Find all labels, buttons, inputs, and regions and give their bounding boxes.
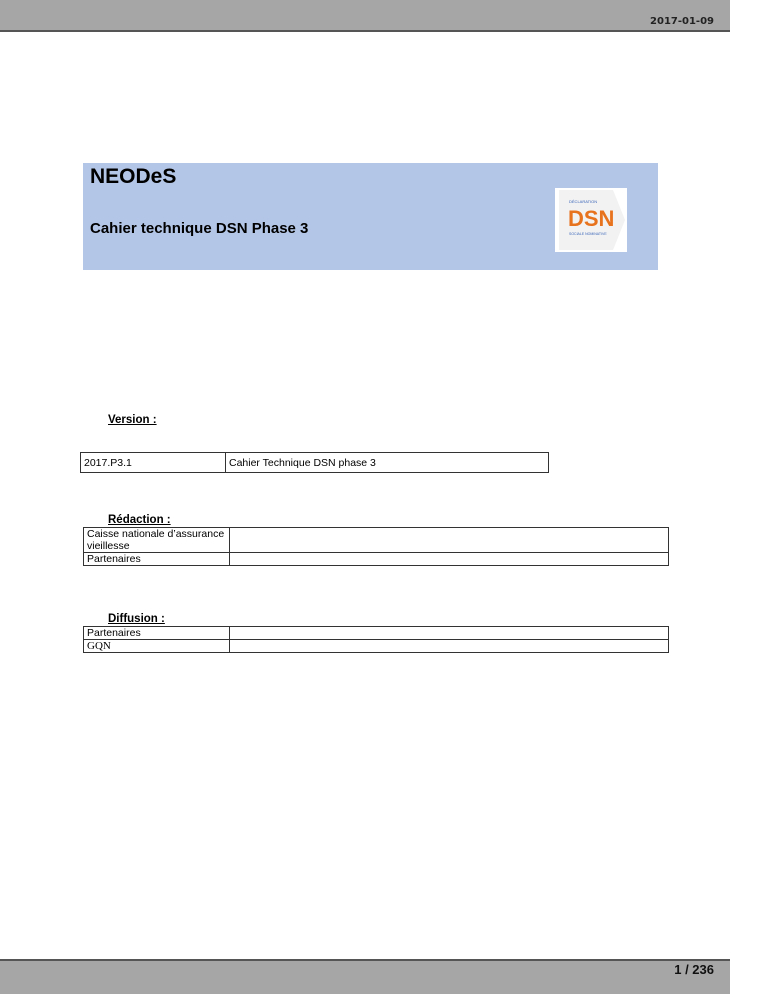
diffusion-name-cell: Partenaires (84, 627, 230, 640)
page-number: 1 / 236 (674, 962, 714, 977)
dsn-logo (555, 188, 627, 252)
table-row (84, 553, 669, 566)
logo-main-text: DSN (568, 206, 615, 231)
header-date: 2017-01-09 (650, 16, 714, 27)
version-cell: 2017.P3.1 (81, 453, 226, 473)
diffusion-name-cell: GQN (84, 640, 230, 653)
redaction-value-cell (230, 553, 669, 566)
header-rule (0, 30, 730, 32)
diffusion-label: Diffusion : (108, 613, 165, 625)
redaction-label: Rédaction : (108, 514, 171, 526)
redaction-value-cell (230, 528, 669, 553)
version-description-cell: Cahier Technique DSN phase 3 (226, 453, 549, 473)
logo-top-text: DÉCLARATION (569, 199, 598, 204)
table-row (84, 627, 669, 640)
table-row (81, 453, 549, 473)
version-label: Version : (108, 414, 157, 426)
table-row (84, 640, 669, 653)
redaction-name-cell: Partenaires (84, 553, 230, 566)
dsn-logo-image (555, 188, 627, 252)
diffusion-value-cell (230, 627, 669, 640)
logo-bottom-text: SOCIALE NOMINATIVE (569, 232, 607, 236)
header-bar (0, 0, 730, 30)
document-subtitle: Cahier technique DSN Phase 3 (90, 220, 309, 237)
redaction-name-cell: Caisse nationale d’assurance vieillesse (84, 528, 230, 553)
title-block (83, 163, 658, 270)
document-title: NEODeS (90, 165, 177, 188)
diffusion-table (83, 626, 669, 653)
redaction-table (83, 527, 669, 566)
table-row (84, 528, 669, 553)
diffusion-value-cell (230, 640, 669, 653)
footer-bar (0, 961, 730, 994)
version-table (80, 452, 549, 473)
